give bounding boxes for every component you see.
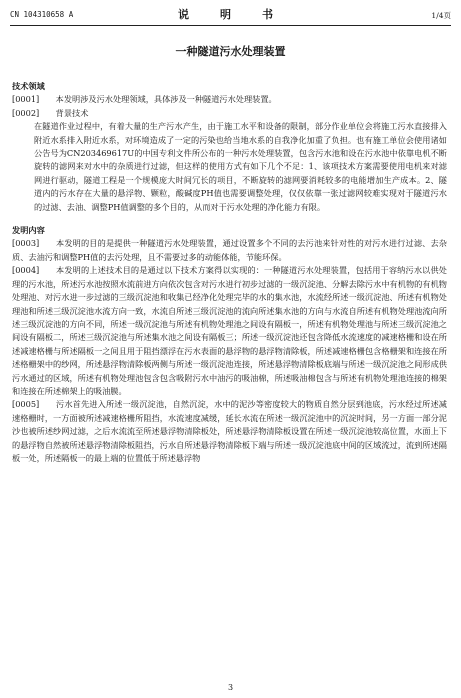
paragraph-number: [0005] <box>12 399 40 410</box>
paragraph <box>12 120 447 214</box>
paragraph-number: [0004] <box>12 265 40 276</box>
section-heading: 技术领域 <box>12 81 45 91</box>
doc-number: CN 104310658 A <box>10 10 74 19</box>
paragraph <box>12 107 447 120</box>
document-title: 一种隧道污水处理装置 <box>175 45 286 58</box>
document-body <box>12 80 447 465</box>
page-header <box>10 4 451 24</box>
page-number: 3 <box>227 683 234 692</box>
paragraph <box>12 237 447 264</box>
paragraph <box>12 264 447 398</box>
paragraph-text: 本发明的目的是提供一种隧道污水处理装置，通过设置多个不同的去污池来针对性的对污水进行过滤、去杂质、去油污和调整PH值的去污处理，且不需要过多的动能体能，节能环保。 <box>12 238 447 262</box>
paragraph-text: 污水首先进入所述一级沉淀池，自然沉淀，水中的泥沙等密度较大的物质自然分层到池底，污水经过所述减速格栅时，一方面被所述减速格栅所阻挡，水流速度减缓，延长水流在所述一级沉淀池中的沉淀时间，另一方面一部分泥沙也被所述纱网过滤，之后水流流至所述悬浮物清除板处，所述悬浮物清除板设置在所述一级沉淀池较高位置，水面上下的悬浮物自然被所述悬浮物清除板阻挡，污水自所述悬浮物清除板下端与所述一级沉淀池底中间的区域流过，流到所述隔板一处，所述隔板一的最上端的位置低于所述悬浮物 <box>12 399 447 463</box>
paragraph-text: 在隧道作业过程中，有着大量的生产污水产生，由于施工水平和设备的限制，部分作业单位会将施工污水直接排入附近水系排入附近水系，对环境造成了一定的污染也给当地水系的自我净化加重了负担。也有施工单位会使用诸如公告号为CN203469617U的中国专利文件所公布的一种污水处理装置，包含污水池和设在污水池中依靠电机不断旋转的滤网来对水中的杂质进行过滤，但这样的使用方式有如下几个不足：1、该项技术方案需要使用电机来对滤网进行驱动，隧道工程是一个规模庞大时间冗长的项目，不断旋转的滤网要消耗较多的电能增加生产成本。2、隧道内的污水存在大量的悬浮物、颗粒，酸碱度PH值也需要调整处理，仅仅依靠一张过滤网较难实现对于隧道污水的过滤、去油、调整PH值调整的多个目的，从而对于污水处理的净化能力有限。 <box>34 121 447 212</box>
paragraph-number: [0003] <box>12 238 40 249</box>
paragraph-text: 本发明涉及污水处理领域，具体涉及一种隧道污水处理装置。 <box>55 94 277 105</box>
paragraph-number: [0002] <box>12 107 40 118</box>
section-heading: 发明内容 <box>12 225 45 236</box>
header-rule <box>10 25 451 26</box>
paragraph <box>12 398 447 465</box>
paragraph <box>12 93 447 106</box>
paragraph-number: [0001] <box>12 94 40 105</box>
doc-type: 说 明 书 <box>178 8 283 21</box>
page-info: 1/4页 <box>431 11 451 20</box>
paragraph-text: 背景技术 <box>55 107 89 118</box>
paragraph-text: 本发明的上述技术目的是通过以下技术方案得以实现的：一种隧道污水处理装置，包括用于容纳污水以供处理的污水池，所述污水池按照水流前进方向依次包含对污水进行初步过滤的一级沉淀池、分解去除污水中有机物的有机物处理池、对污水进一步过滤的三级沉淀池和收集已经净化处理完毕的水的集水池，水流经所述一级沉淀池、所述有机物处理池和所述三级沉淀池水流方向一致，水流自所述三级沉淀池的流向所述集水池的方向与水流自所述有机物处理池流向所述三级沉淀池的方向不同，所述一级沉淀池与所述有机物处理池之间设有隔板一，所述有机物处理池与所述三级沉淀池之间设有隔板二，所述三级沉淀池与所述集水池之间设有隔板三；所述一级沉淀池还包含降低水流速度的减速格栅和设在所述减速格栅与所述隔板一之间且用于阻挡漂浮在污水表面的悬浮物的悬浮物清除板，所述减速格栅包含格栅架和连接在所述格栅架中的纱网，所述悬浮物清除板两侧与所述一级沉淀池连接，所述悬浮物清除板底端与所述一级沉淀池之间形成供污水通过的区域，所述有机物处理池包含包含吸附污水中油污的吸油棉，所述吸油棉包含与所述有机物处理池连接的棉架和连接在所述棉架上的吸油膜。 <box>12 265 447 396</box>
